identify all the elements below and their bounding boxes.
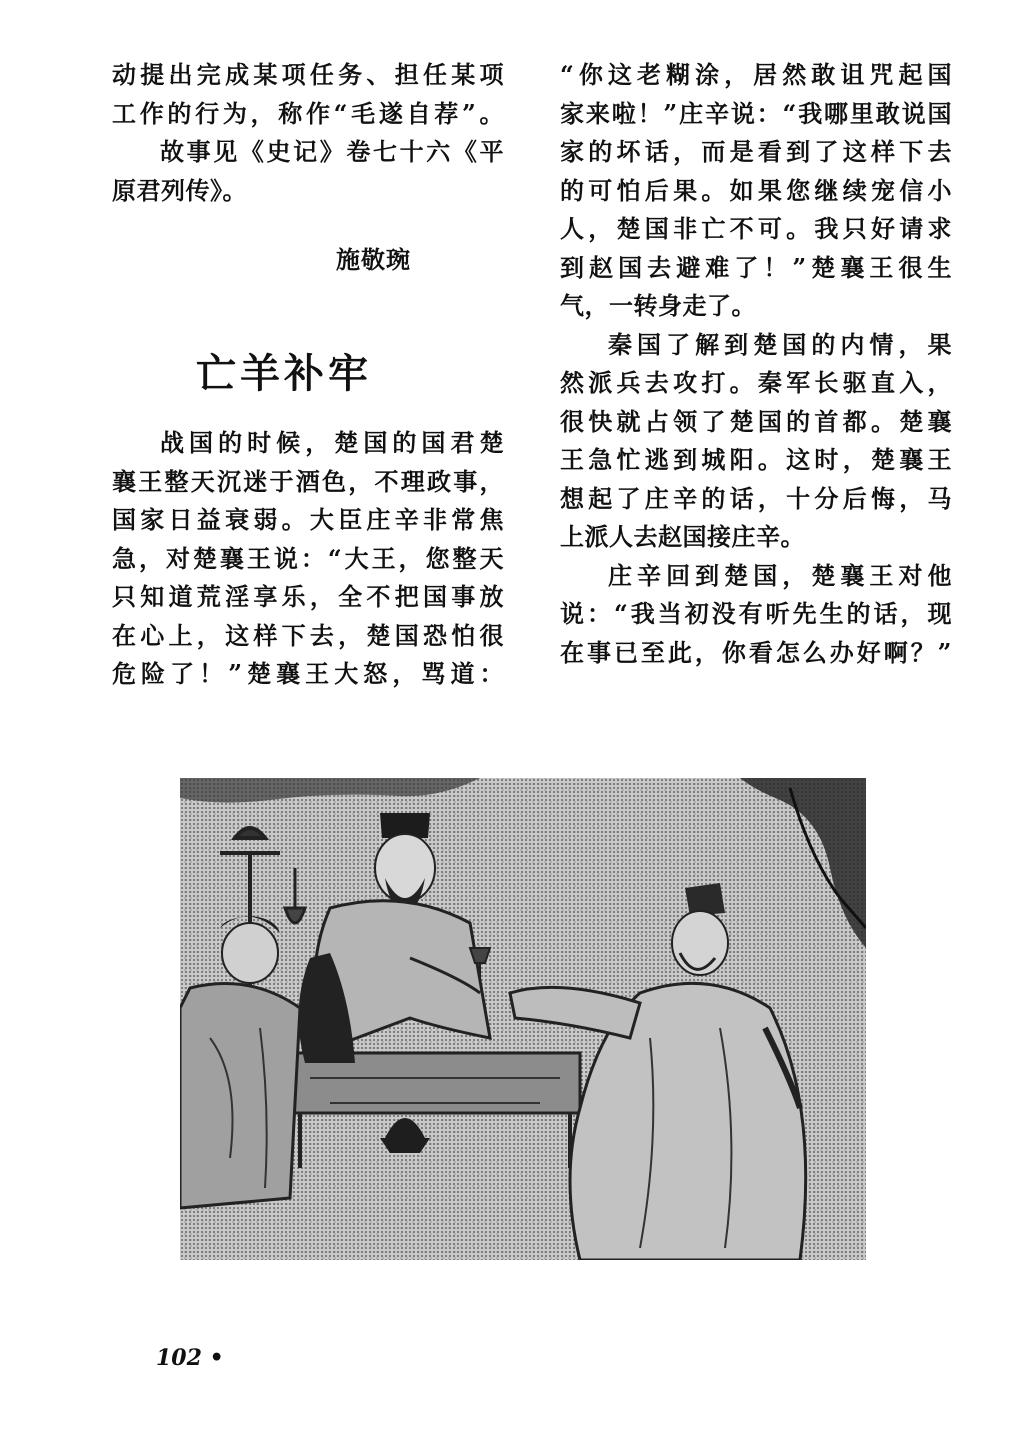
text-line: 说：“我当初没有听先生的话，现 <box>560 599 952 628</box>
right-column <box>560 56 952 672</box>
page-number: 102 • <box>156 1345 224 1371</box>
text-line: 人，楚国非亡不可。我只好请求 <box>560 214 952 243</box>
text-line: 急，对楚襄王说：“大王，您整天 <box>112 543 504 573</box>
text-line: 在心上，这样下去，楚国恐怕很 <box>112 620 504 650</box>
text-line: 想起了庄辛的话，十分后悔，马 <box>560 483 952 513</box>
text-line: “你这老糊涂，居然敢诅咒起国 <box>560 60 952 89</box>
text-line: 故事见《史记》卷七十六《平 <box>160 137 504 166</box>
text-line: 家的坏话，而是看到了这样下去 <box>560 137 952 166</box>
text-line: 王急忙逃到城阳。这时，楚襄王 <box>560 445 952 474</box>
text-line: 原君列传》。 <box>112 175 247 205</box>
text-line: 在事已至此，你看怎么办好啊？” <box>560 637 952 667</box>
text-line: 危险了！”楚襄王大怒，骂道： <box>112 659 504 688</box>
text-line: 到赵国去避难了！”楚襄王很生 <box>560 252 952 282</box>
text-line: 动提出完成某项任务、担任某项 <box>112 60 504 89</box>
left-column-top <box>112 56 504 210</box>
text-line: 国家日益衰弱。大臣庄辛非常焦 <box>112 505 504 534</box>
story-illustration <box>180 778 866 1260</box>
court-scene-king-and-minister-icon <box>180 778 866 1260</box>
text-line: 工作的行为，称作“毛遂自荐”。 <box>112 98 504 128</box>
left-column-story <box>112 424 504 694</box>
author-name: 施敬琬 <box>336 245 411 274</box>
text-line: 然派兵去攻打。秦军长驱直入， <box>560 368 952 397</box>
text-line: 战国的时候，楚国的国君楚 <box>160 428 504 457</box>
text-line: 的可怕后果。如果您继续宠信小 <box>560 175 952 205</box>
text-line: 秦国了解到楚国的内情，果 <box>608 329 952 359</box>
text-line: 气，一转身走了。 <box>560 291 756 320</box>
article-title: 亡羊补牢 <box>196 351 372 397</box>
text-line: 只知道荒淫享乐，全不把国事放 <box>112 582 504 611</box>
text-line: 庄辛回到楚国，楚襄王对他 <box>608 560 952 590</box>
text-line: 襄王整天沉迷于酒色，不理政事， <box>112 466 504 496</box>
text-line: 家来啦！”庄辛说：“我哪里敢说国 <box>560 98 952 128</box>
text-line: 上派人去赵国接庄辛。 <box>560 522 805 551</box>
text-line: 很快就占领了楚国的首都。楚襄 <box>560 406 952 436</box>
